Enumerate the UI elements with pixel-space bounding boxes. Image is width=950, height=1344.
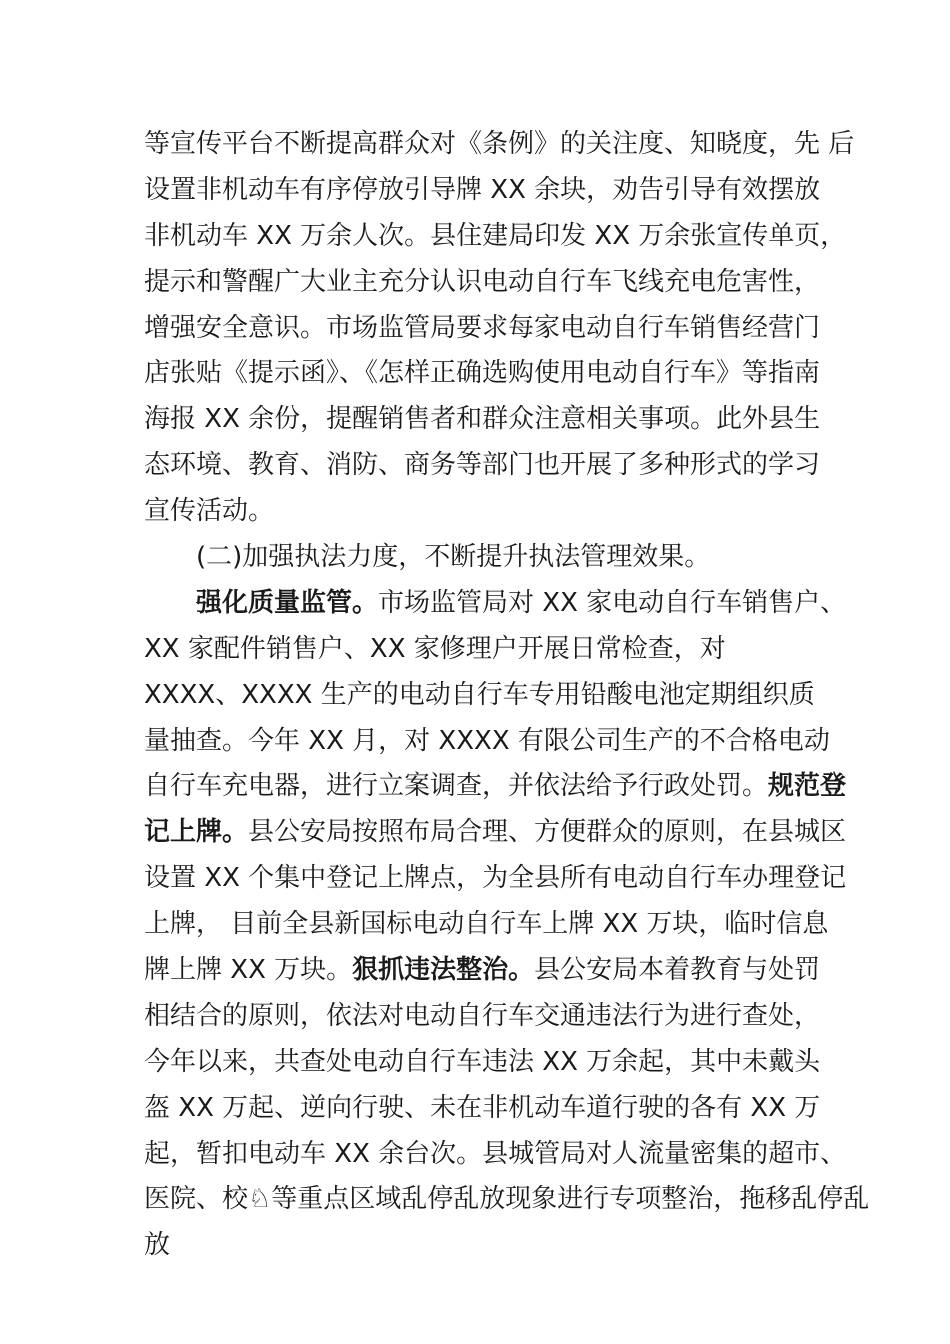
text-line xyxy=(144,535,844,581)
body-text xyxy=(144,122,870,1269)
text-run: 上牌， 目前全县新国标电动自行车上牌 XX 万块，临时信息 xyxy=(144,909,829,940)
text-line xyxy=(144,764,847,810)
text-run: 市场监管局对 XX 家电动自行车销售户、 xyxy=(378,587,847,618)
text-line xyxy=(144,214,847,260)
text-line xyxy=(144,627,844,673)
text-run: 等宣传平台不断提高群众对《条例》的关注度、知晓度，先 后 xyxy=(144,129,855,159)
text-run: 医院、校♘等重点区域乱停乱放现象进行专项整治，拖移乱停乱 xyxy=(144,1184,870,1215)
text-run: 牌上牌 XX 万块。 xyxy=(144,955,353,986)
text-run: 自行车充电器，进行立案调查，并依法给予行政处罚。 xyxy=(144,771,769,802)
text-line xyxy=(144,948,844,994)
text-line xyxy=(144,443,844,489)
text-run: 盔 XX 万起、逆向行驶、未在非机动车道行驶的各有 XX 万 xyxy=(144,1092,821,1123)
bold-heading-run: 强化质量监管。 xyxy=(196,587,379,618)
text-run: 设置非机动车有序停放引导牌 XX 余块，劝告引导有效摆放 xyxy=(144,174,821,205)
text-line xyxy=(144,856,847,902)
text-line xyxy=(144,1086,844,1132)
text-run: 设置 XX 个集中登记上牌点，为全县所有电动自行车办理登记 xyxy=(144,863,847,894)
text-line xyxy=(144,1132,847,1178)
text-line xyxy=(144,489,844,535)
text-run: 增强安全意识。市场监管局要求每家电动自行车销售经营门 xyxy=(144,312,821,343)
text-line xyxy=(144,260,844,306)
text-line xyxy=(144,810,847,856)
text-run: 相结合的原则，依法对电动自行车交通违法行为进行查处， xyxy=(144,1000,821,1031)
text-line xyxy=(144,1177,870,1223)
text-line xyxy=(144,351,844,397)
text-run: 海报 XX 余份，提醒销售者和群众注意相关事项。此外县生 xyxy=(144,404,821,435)
text-line xyxy=(144,581,847,627)
text-line xyxy=(144,719,844,765)
text-run: 提示和警醒广大业主充分认识电动自行车飞线充电危害性， xyxy=(144,266,821,297)
text-line xyxy=(144,1040,844,1086)
bold-heading-run: 狠抓违法整治。 xyxy=(352,955,535,986)
text-run: (二)加强执法力度，不断提升执法管理效果。 xyxy=(196,542,711,573)
text-run: 量抽查。今年 XX 月，对 XXXX 有限公司生产的不合格电动 xyxy=(144,725,830,756)
text-run: 宣传活动。 xyxy=(144,496,275,527)
text-run: XXXX、XXXX 生产的电动自行车专用铅酸电池定期组织质 xyxy=(144,679,815,710)
text-run: 非机动车 XX 万余人次。县住建局印发 XX 万余张宣传单页， xyxy=(144,220,847,251)
text-line xyxy=(144,168,844,214)
text-line xyxy=(144,306,844,352)
bold-heading-run: 记上牌。 xyxy=(144,817,249,848)
text-run: 态环境、教育、消防、商务等部门也开展了多种形式的学习 xyxy=(144,450,821,481)
text-run: 起，暂扣电动车 XX 余台次。县城管局对人流量密集的超市、 xyxy=(144,1138,847,1169)
text-line xyxy=(144,122,855,168)
text-line xyxy=(144,397,844,443)
bold-heading-run: 规范登 xyxy=(768,771,847,802)
text-run: 放 xyxy=(144,1230,171,1261)
text-run: 县公安局按照布局合理、方便群众的原则，在县城区 xyxy=(248,817,847,848)
text-run: 店张贴《提示函》、《怎样正确选购使用电动自行车》等指南 xyxy=(144,358,821,389)
text-run: XX 家配件销售户、XX 家修理户开展日常检查，对 xyxy=(144,633,726,664)
text-line xyxy=(144,1223,844,1269)
text-line xyxy=(144,902,844,948)
text-run: 今年以来，共查处电动自行车违法 XX 万余起，其中未戴头 xyxy=(144,1046,821,1077)
text-run: 县公安局本着教育与处罚 xyxy=(534,955,821,986)
text-line xyxy=(144,673,844,719)
text-line xyxy=(144,994,844,1040)
